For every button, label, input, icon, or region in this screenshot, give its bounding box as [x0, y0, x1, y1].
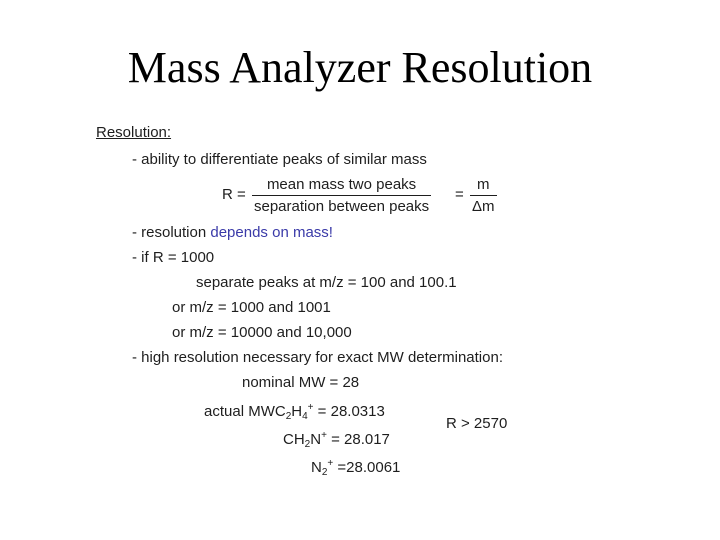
ch2n-sup-plus: +: [321, 430, 327, 441]
n2-sup-plus: +: [327, 458, 334, 469]
n2-sub-2: 2: [321, 467, 328, 478]
ch2n-n: N: [310, 431, 322, 448]
ch2n-mass: [283, 427, 390, 454]
bullet-depends-on-mass: [132, 224, 333, 242]
formula-equals: =: [455, 186, 464, 203]
n2-value: =28.0061: [337, 459, 401, 476]
or-line-10000: or m/z = 10000 and 10,000: [172, 324, 352, 341]
ch2n-prefix: CH: [283, 431, 305, 448]
formula-denominator-separation: separation between peaks: [254, 198, 430, 215]
ch2n-sub-2: 2: [304, 439, 311, 450]
fraction-bar: [252, 195, 431, 196]
resolution-heading: Resolution:: [96, 124, 172, 141]
bullet-high-resolution: - high resolution necessary for exact MW determination:: [132, 349, 503, 366]
r-threshold: R > 2570: [446, 415, 508, 432]
ch2n-value: = 28.017: [331, 431, 390, 448]
slide-title: Mass Analyzer Resolution: [127, 43, 593, 92]
formula-fraction-mean-over-separation: [252, 176, 431, 216]
separate-peaks-line: separate peaks at m/z = 100 and 100.1: [196, 274, 457, 291]
actual-h: H: [291, 403, 303, 420]
actual-mw-c2h4: [204, 399, 385, 426]
fraction-bar: [470, 195, 497, 196]
actual-value: = 28.0313: [317, 403, 385, 420]
formula-numerator-mean: mean mass two peaks: [266, 176, 417, 193]
formula-lhs: R =: [222, 186, 246, 203]
formula-numerator-m: m: [477, 176, 490, 193]
actual-sub-2: 2: [285, 411, 292, 422]
formula-fraction-m-over-delta-m: [470, 176, 497, 216]
bullet-ability: - ability to differentiate peaks of similar mass: [132, 151, 427, 168]
nominal-mw: nominal MW = 28: [242, 374, 360, 391]
depends-on-mass-highlight: depends on mass!: [210, 224, 333, 241]
actual-sub-4: 4: [302, 411, 308, 422]
n2-prefix: N: [311, 459, 322, 476]
bullet-if-r: - if R = 1000: [132, 249, 215, 266]
bullet-depends-prefix: - resolution: [132, 224, 211, 241]
n2-mass: [311, 455, 400, 482]
actual-prefix: actual MWC: [204, 403, 286, 420]
or-line-1000: or m/z = 1000 and 1001: [172, 299, 331, 316]
actual-sup-plus: +: [307, 402, 314, 413]
formula-denominator-delta-m: Δm: [472, 198, 495, 215]
